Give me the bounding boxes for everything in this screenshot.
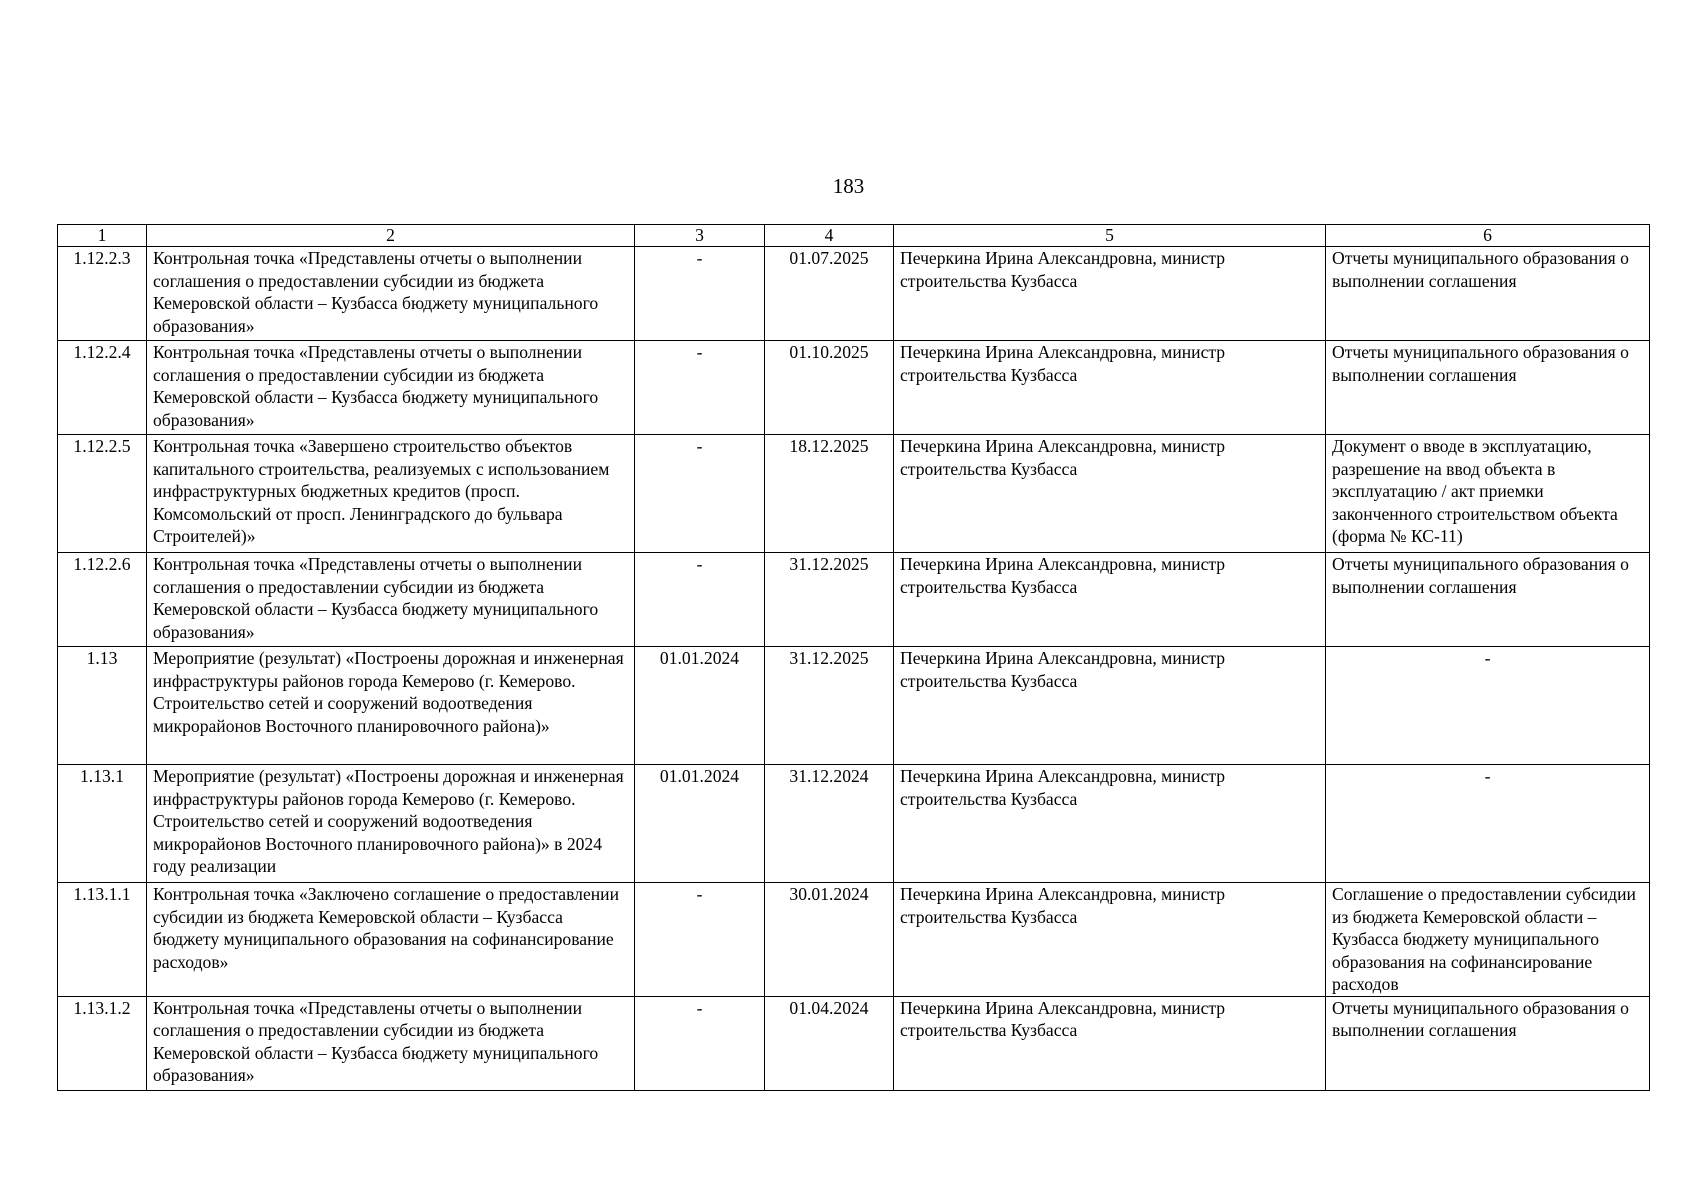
- row-document: -: [1326, 647, 1650, 765]
- row-start-date: -: [635, 435, 765, 553]
- row-name: Контрольная точка «Представлены отчеты о выполнении соглашения о предоставлении субсидии из бюджета Кемеровской области – Кузбасса бюджету муниципального образования»: [147, 247, 635, 341]
- row-name: Контрольная точка «Завершено строительство объектов капитального строительства, реализуемых с использованием инфраструктурных бюджетных кредитов (просп. Комсомольский от просп. Ленинградского до бульвара Строителей)»: [147, 435, 635, 553]
- row-end-date: 01.04.2024: [765, 996, 894, 1090]
- row-number: 1.12.2.3: [58, 247, 147, 341]
- column-header-1: 1: [58, 225, 147, 247]
- row-number: 1.13.1: [58, 765, 147, 883]
- row-start-date: 01.01.2024: [635, 647, 765, 765]
- row-name: Контрольная точка «Представлены отчеты о выполнении соглашения о предоставлении субсидии из бюджета Кемеровской области – Кузбасса бюджету муниципального образования»: [147, 996, 635, 1090]
- row-document: Отчеты муниципального образования о выполнении соглашения: [1326, 553, 1650, 647]
- table-row: [58, 247, 1650, 341]
- row-responsible: Печеркина Ирина Александровна, министр строительства Кузбасса: [894, 765, 1326, 883]
- table-row: [58, 553, 1650, 647]
- row-name: Контрольная точка «Представлены отчеты о выполнении соглашения о предоставлении субсидии из бюджета Кемеровской области – Кузбасса бюджету муниципального образования»: [147, 341, 635, 435]
- row-number: 1.12.2.5: [58, 435, 147, 553]
- row-responsible: Печеркина Ирина Александровна, министр строительства Кузбасса: [894, 553, 1326, 647]
- row-name: Контрольная точка «Представлены отчеты о выполнении соглашения о предоставлении субсидии из бюджета Кемеровской области – Кузбасса бюджету муниципального образования»: [147, 553, 635, 647]
- row-name: Контрольная точка «Заключено соглашение о предоставлении субсидии из бюджета Кемеровской области – Кузбасса бюджету муниципального образования на софинансирование расходов»: [147, 883, 635, 997]
- row-document: Отчеты муниципального образования о выполнении соглашения: [1326, 247, 1650, 341]
- row-responsible: Печеркина Ирина Александровна, министр строительства Кузбасса: [894, 247, 1326, 341]
- row-number: 1.13.1.2: [58, 996, 147, 1090]
- row-document: Документ о вводе в эксплуатацию, разрешение на ввод объекта в эксплуатацию / акт приемки законченного строительством объекта (форма № КС-11): [1326, 435, 1650, 553]
- row-start-date: -: [635, 247, 765, 341]
- table-row: [58, 883, 1650, 997]
- row-end-date: 01.10.2025: [765, 341, 894, 435]
- table-row: [58, 996, 1650, 1090]
- row-document: -: [1326, 765, 1650, 883]
- table-row: [58, 647, 1650, 765]
- row-responsible: Печеркина Ирина Александровна, министр строительства Кузбасса: [894, 883, 1326, 997]
- row-name: Мероприятие (результат) «Построены дорожная и инженерная инфраструктуры районов города Кемерово (г. Кемерово. Строительство сетей и сооружений водоотведения микрорайонов Восточного планировочного района)»: [147, 647, 635, 765]
- row-end-date: 31.12.2025: [765, 553, 894, 647]
- row-responsible: Печеркина Ирина Александровна, министр строительства Кузбасса: [894, 647, 1326, 765]
- row-start-date: 01.01.2024: [635, 765, 765, 883]
- row-start-date: -: [635, 883, 765, 997]
- row-number: 1.13.1.1: [58, 883, 147, 997]
- plan-table: [57, 224, 1650, 1091]
- table-row: [58, 341, 1650, 435]
- table-row: [58, 765, 1650, 883]
- row-document: Соглашение о предоставлении субсидии из бюджета Кемеровской области – Кузбасса бюджету муниципального образования на софинансирование расходов: [1326, 883, 1650, 997]
- column-header-2: 2: [147, 225, 635, 247]
- column-header-5: 5: [894, 225, 1326, 247]
- row-end-date: 01.07.2025: [765, 247, 894, 341]
- row-end-date: 31.12.2025: [765, 647, 894, 765]
- row-start-date: -: [635, 341, 765, 435]
- row-document: Отчеты муниципального образования о выполнении соглашения: [1326, 996, 1650, 1090]
- row-end-date: 31.12.2024: [765, 765, 894, 883]
- row-start-date: -: [635, 553, 765, 647]
- column-header-4: 4: [765, 225, 894, 247]
- page-number: 183: [832, 174, 865, 198]
- row-number: 1.12.2.6: [58, 553, 147, 647]
- row-responsible: Печеркина Ирина Александровна, министр строительства Кузбасса: [894, 341, 1326, 435]
- table-row: [58, 435, 1650, 553]
- row-start-date: -: [635, 996, 765, 1090]
- row-end-date: 30.01.2024: [765, 883, 894, 997]
- row-responsible: Печеркина Ирина Александровна, министр строительства Кузбасса: [894, 435, 1326, 553]
- row-number: 1.12.2.4: [58, 341, 147, 435]
- row-end-date: 18.12.2025: [765, 435, 894, 553]
- row-responsible: Печеркина Ирина Александровна, министр строительства Кузбасса: [894, 996, 1326, 1090]
- column-header-3: 3: [635, 225, 765, 247]
- row-name: Мероприятие (результат) «Построены дорожная и инженерная инфраструктуры районов города Кемерово (г. Кемерово. Строительство сетей и сооружений водоотведения микрорайонов Восточного планировочного района)» в 2024 году реализации: [147, 765, 635, 883]
- row-number: 1.13: [58, 647, 147, 765]
- row-document: Отчеты муниципального образования о выполнении соглашения: [1326, 341, 1650, 435]
- column-header-6: 6: [1326, 225, 1650, 247]
- header-row: [58, 225, 1650, 247]
